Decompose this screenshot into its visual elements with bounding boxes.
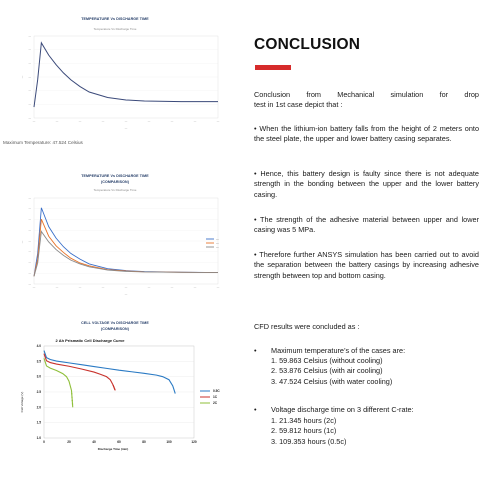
figure3-x-tick-label: 80 (142, 440, 146, 444)
y-tick-label: — (28, 196, 31, 200)
bullet-4: • Therefore further ANSYS simulation has been carried out to avoid the separation between the battery casings by increasing adhesive strength between top and bottom casing. (254, 250, 479, 280)
x-tick-label: — (78, 286, 82, 289)
intro-line-2: test in 1st case depict that : (254, 100, 343, 109)
y-tick-label: — (28, 48, 31, 52)
figure3-series-2C-marker (72, 400, 73, 401)
figure2-title-line2: (COMPARISON) (100, 180, 130, 184)
volt-item-1: 1. 21.345 hours (2c) (271, 416, 337, 425)
figure2-title-line1: TEMPERATURE Vs DISCHARGE TIME (81, 174, 149, 178)
figure3-legend-label: 0.5C (213, 389, 220, 394)
x-tick-label: — (124, 120, 128, 123)
volt-header: Voltage discharge time on 3 different C-rate: (271, 405, 414, 414)
conclusion-column (252, 0, 488, 495)
x-tick-label: — (216, 120, 220, 123)
x-tick-label: — (55, 120, 59, 123)
figure1-subtitle: Temperature Vs Discharge Time (93, 27, 137, 31)
y-tick-label: — (28, 207, 31, 211)
figure2-legend-label: — (216, 237, 219, 241)
temp-item-3: 3. 47.524 Celsius (with water cooling) (271, 377, 393, 386)
figure3-title-line1: CELL VOLTAGE Vs DISCHARGE TIME (81, 321, 149, 325)
figure3-chart (18, 334, 240, 452)
figure3-x-tick-label: 20 (67, 440, 71, 444)
figure2-subtitle: Temperature Vs Discharge Time (93, 188, 137, 192)
x-tick-label: — (101, 286, 105, 289)
figure3-series-2C-marker (71, 393, 72, 394)
y-tick-label: — (28, 239, 31, 243)
figure3-series-2C-marker (72, 403, 73, 404)
figure2-series-2-line (34, 219, 218, 276)
figure3-y-tick-label: 1.5 (36, 420, 41, 425)
figure2-x-axis-label: — (124, 293, 128, 296)
figure1-series-line (34, 43, 218, 107)
y-tick-label: — (28, 229, 31, 233)
temp-header: Maximum temperature’s of the cases are: (271, 346, 406, 355)
figure2-series-3-line (34, 231, 218, 276)
figure3-series-1C-marker (114, 389, 115, 390)
figure1-y-axis-label: — (21, 75, 24, 79)
y-tick-label: — (28, 103, 31, 107)
figure3-y-tick-label: 1.0 (36, 436, 41, 440)
y-tick-label: — (28, 34, 31, 38)
y-tick-label: — (28, 89, 31, 93)
figure2-series-1-line (34, 208, 218, 277)
figure3-x-tick-label: 0 (43, 440, 45, 444)
volt-item-3: 3. 109.353 hours (0.5c) (271, 437, 347, 446)
x-tick-label: — (32, 286, 36, 289)
accent-bar (255, 65, 291, 70)
figure3-x-label: Discharge Time (min) (97, 447, 129, 451)
bullet-1: • When the lithium-ion battery falls from the height of 2 meters onto the steel plate, the upper and lower battery casing separates. (254, 124, 479, 144)
intro-line-1: Conclusion from Mechanical simulation for drop (254, 90, 479, 99)
figure3-x-tick-label: 120 (191, 440, 197, 444)
x-tick-label: — (216, 286, 220, 289)
bullet-2: • Hence, this battery design is faulty since there is not adequate strength in the bonding between the upper and the lower battery casing. (254, 169, 479, 199)
figure3-legend-label: 1C (213, 395, 218, 400)
figure1-title: TEMPERATURE Vs DISCHARGE TIME (81, 17, 149, 21)
x-tick-label: — (101, 120, 105, 123)
figure2-legend-label: — (216, 245, 219, 249)
figure3-series-2C-marker (71, 397, 72, 398)
temp-bullet-mark: • (254, 346, 257, 355)
y-tick-label: — (28, 75, 31, 79)
figure3-series-0.5C-line (44, 351, 175, 394)
figure1-chart (18, 32, 238, 132)
figure3-legend-label: 2C (213, 401, 218, 406)
x-tick-label: — (55, 286, 59, 289)
y-tick-label: — (28, 261, 31, 265)
figure3-y-label: Cell Voltage (V) (20, 391, 24, 413)
temp-item-1: 1. 59.863 Celsius (without cooling) (271, 356, 383, 365)
figure3-y-tick-label: 2.5 (36, 390, 41, 394)
figure3-series-1C-marker (114, 387, 115, 388)
figure2-y-axis-label: — (21, 240, 24, 244)
figure2-legend-label: — (216, 241, 219, 245)
x-tick-label: — (147, 286, 151, 289)
figure3-series-1C-line (44, 354, 115, 391)
x-tick-label: — (170, 286, 174, 289)
y-tick-label: — (28, 62, 31, 66)
figure3-x-tick-label: 40 (92, 440, 96, 444)
figure3-series-1C-marker (113, 385, 114, 386)
figure3-y-tick-label: 2.0 (36, 405, 41, 410)
volt-bullet-mark: • (254, 405, 257, 414)
cfd-intro: CFD results were concluded as : (254, 322, 360, 331)
x-tick-label: — (147, 120, 151, 123)
figure1-caption: Maximum Temperature: 47.524 Celsius (3, 140, 83, 145)
volt-item-2: 2. 59.812 hours (1c) (271, 426, 337, 435)
figure3-x-tick-label: 60 (117, 440, 121, 444)
figure3-y-tick-label: 3.5 (36, 359, 41, 364)
y-tick-label: — (28, 272, 31, 276)
x-tick-label: — (78, 120, 82, 123)
x-tick-label: — (32, 120, 36, 123)
figure3-y-tick-label: 3.0 (36, 374, 41, 379)
figure3-title-line2: (COMPARISON) (100, 327, 130, 331)
conclusion-heading: CONCLUSION (254, 36, 361, 53)
figure3-chart-title: 2 Ah Prismatic Cell Discharge Curve (55, 338, 125, 343)
x-tick-label: — (124, 286, 128, 289)
y-tick-label: — (28, 250, 31, 254)
x-tick-label: — (193, 120, 197, 123)
bullet-3: • The strength of the adhesive material between upper and lower casing was 5 MPa. (254, 215, 479, 235)
y-tick-label: — (28, 116, 31, 120)
x-tick-label: — (170, 120, 174, 123)
figure3-y-tick-label: 4.0 (36, 344, 41, 348)
figure3-series-1C-marker (113, 386, 114, 387)
temp-item-2: 2. 53.876 Celsius (with air cooling) (271, 366, 383, 375)
x-tick-label: — (193, 286, 197, 289)
figure3-x-tick-label: 100 (166, 440, 172, 444)
figure2-chart (18, 194, 240, 298)
y-tick-label: — (28, 282, 31, 286)
y-tick-label: — (28, 218, 31, 222)
figure1-x-axis-label: — (124, 127, 128, 130)
figures-column (0, 0, 240, 495)
